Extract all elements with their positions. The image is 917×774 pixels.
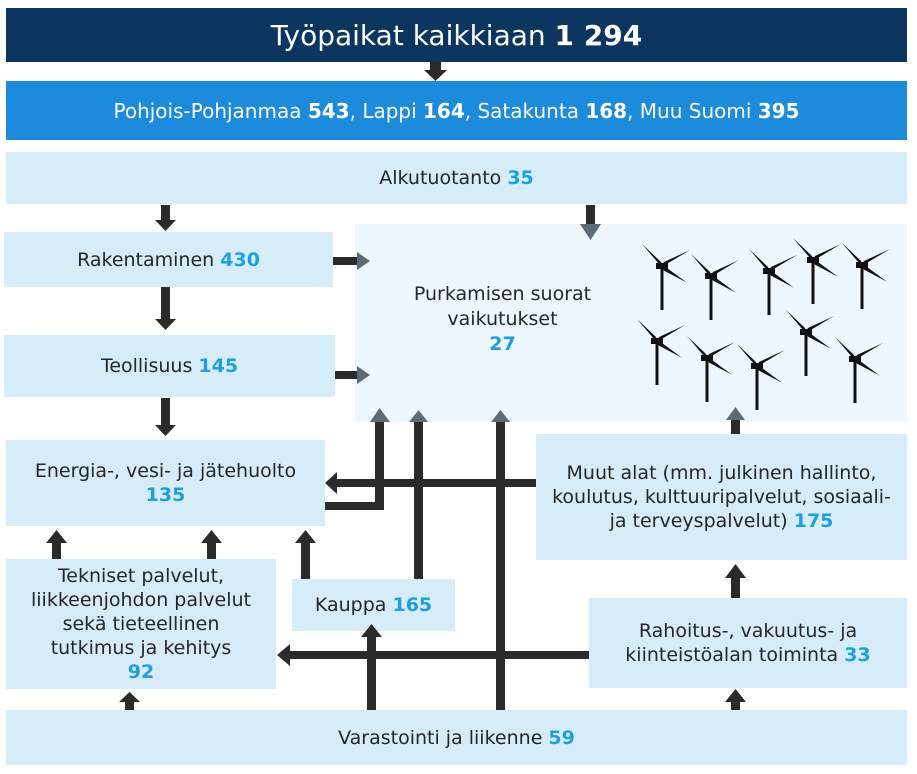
region-name: Lappi — [362, 98, 424, 123]
arrow-head — [201, 530, 222, 543]
arrow-head — [491, 410, 510, 422]
arrow-head — [726, 407, 745, 420]
arrow-shaft — [161, 398, 170, 426]
arrow-head — [46, 530, 67, 543]
node-value: 145 — [198, 355, 239, 377]
arrow-head — [325, 472, 337, 494]
node-label-line: vaikutukset — [447, 308, 558, 330]
node-value: 175 — [793, 510, 834, 532]
node-label-line: Muut alat (mm. julkinen hallinto, — [566, 462, 877, 484]
connector-line — [333, 479, 536, 487]
arrow-head — [295, 530, 316, 543]
wind-turbine-icon — [637, 319, 685, 385]
arrow-head — [155, 425, 176, 436]
arrow-head — [424, 70, 447, 81]
node-label-line: Purkamisen suorat — [413, 283, 592, 305]
region-separator: , — [627, 98, 640, 123]
arrow-head — [155, 319, 176, 330]
arrow-shaft — [301, 541, 310, 579]
node-label-line: kiinteistöalan toiminta — [625, 644, 845, 666]
arrow-shaft — [333, 257, 359, 265]
wind-turbine-icon — [793, 238, 841, 304]
total-jobs-label: Työpaikat kaikkiaan — [270, 18, 555, 52]
arrow-head — [409, 410, 428, 422]
region-value: 395 — [757, 98, 800, 123]
wind-turbine-icon — [642, 244, 690, 310]
arrow-head — [725, 564, 746, 578]
node-label-line: koulutus, kulttuuripalvelut, sosiaali- — [552, 486, 891, 508]
node-value: 92 — [127, 661, 155, 683]
node-value: 33 — [844, 644, 871, 666]
arrow-head — [361, 624, 382, 637]
node-label: Kauppa — [314, 594, 393, 616]
node-label-line: ja terveyspalvelut) — [609, 510, 794, 532]
connector-line — [375, 420, 384, 510]
arrow-head — [370, 408, 390, 422]
node-label: Teollisuus — [100, 355, 199, 377]
region-separator: , — [349, 98, 363, 123]
connector-line — [289, 651, 589, 659]
wind-turbine-icon — [842, 243, 890, 309]
region-name: Satakunta — [477, 98, 586, 123]
region-separator: , — [464, 98, 478, 123]
wind-turbine-icon — [835, 337, 883, 403]
arrow-head — [357, 366, 370, 384]
node-label-line: Rahoitus-, vakuutus- ja — [638, 620, 858, 642]
node-value: 135 — [145, 484, 186, 506]
region-name: Pohjois-Pohjanmaa — [113, 98, 308, 123]
node-label: Alkutuotanto — [379, 167, 508, 189]
arrow-shaft — [586, 205, 595, 225]
node-value: 59 — [548, 726, 575, 749]
arrow-head — [277, 644, 290, 666]
wind-turbine-icon — [687, 336, 735, 402]
arrow-shaft — [731, 576, 740, 598]
arrow-shaft — [731, 420, 740, 434]
node-label-line: liikkeenjohdon palvelut — [31, 589, 251, 611]
arrow-head — [357, 252, 370, 270]
wind-turbine-icon — [749, 249, 797, 315]
connector-line — [496, 422, 505, 710]
arrow-head — [580, 224, 601, 240]
node-label: Energia-, vesi- ja jätehuolto — [34, 460, 297, 482]
arrow-shaft — [335, 371, 359, 379]
wind-turbine-icon — [786, 310, 834, 376]
node-label: Rakentaminen — [77, 248, 221, 271]
node-value: 165 — [392, 594, 433, 616]
region-value: 168 — [585, 98, 628, 123]
node-value: 27 — [489, 333, 516, 355]
connector-line — [367, 636, 376, 710]
region-name: Muu Suomi — [639, 98, 758, 123]
arrow-head — [119, 692, 140, 702]
arrow-head — [155, 220, 176, 231]
wind-turbine-icon — [737, 344, 785, 410]
arrow-head — [725, 689, 746, 702]
node-label-line: sekä tieteellinen — [62, 613, 220, 635]
total-jobs-value: 1 294 — [554, 18, 643, 52]
node-value: 430 — [220, 248, 260, 271]
wind-turbine-icon — [691, 254, 739, 320]
node-label-line: Tekniset palvelut, — [57, 565, 225, 587]
arrow-shaft — [52, 541, 61, 559]
node-label-line: tutkimus ja kehitys — [50, 637, 232, 659]
arrow-shaft — [161, 287, 170, 321]
region-value: 543 — [307, 98, 350, 123]
node-value: 35 — [507, 167, 534, 189]
connector-line — [414, 422, 423, 579]
arrow-shaft — [207, 541, 216, 559]
region-value: 164 — [423, 98, 465, 123]
arrow-shaft — [161, 205, 170, 222]
node-label: Varastointi ja liikenne — [338, 726, 549, 749]
